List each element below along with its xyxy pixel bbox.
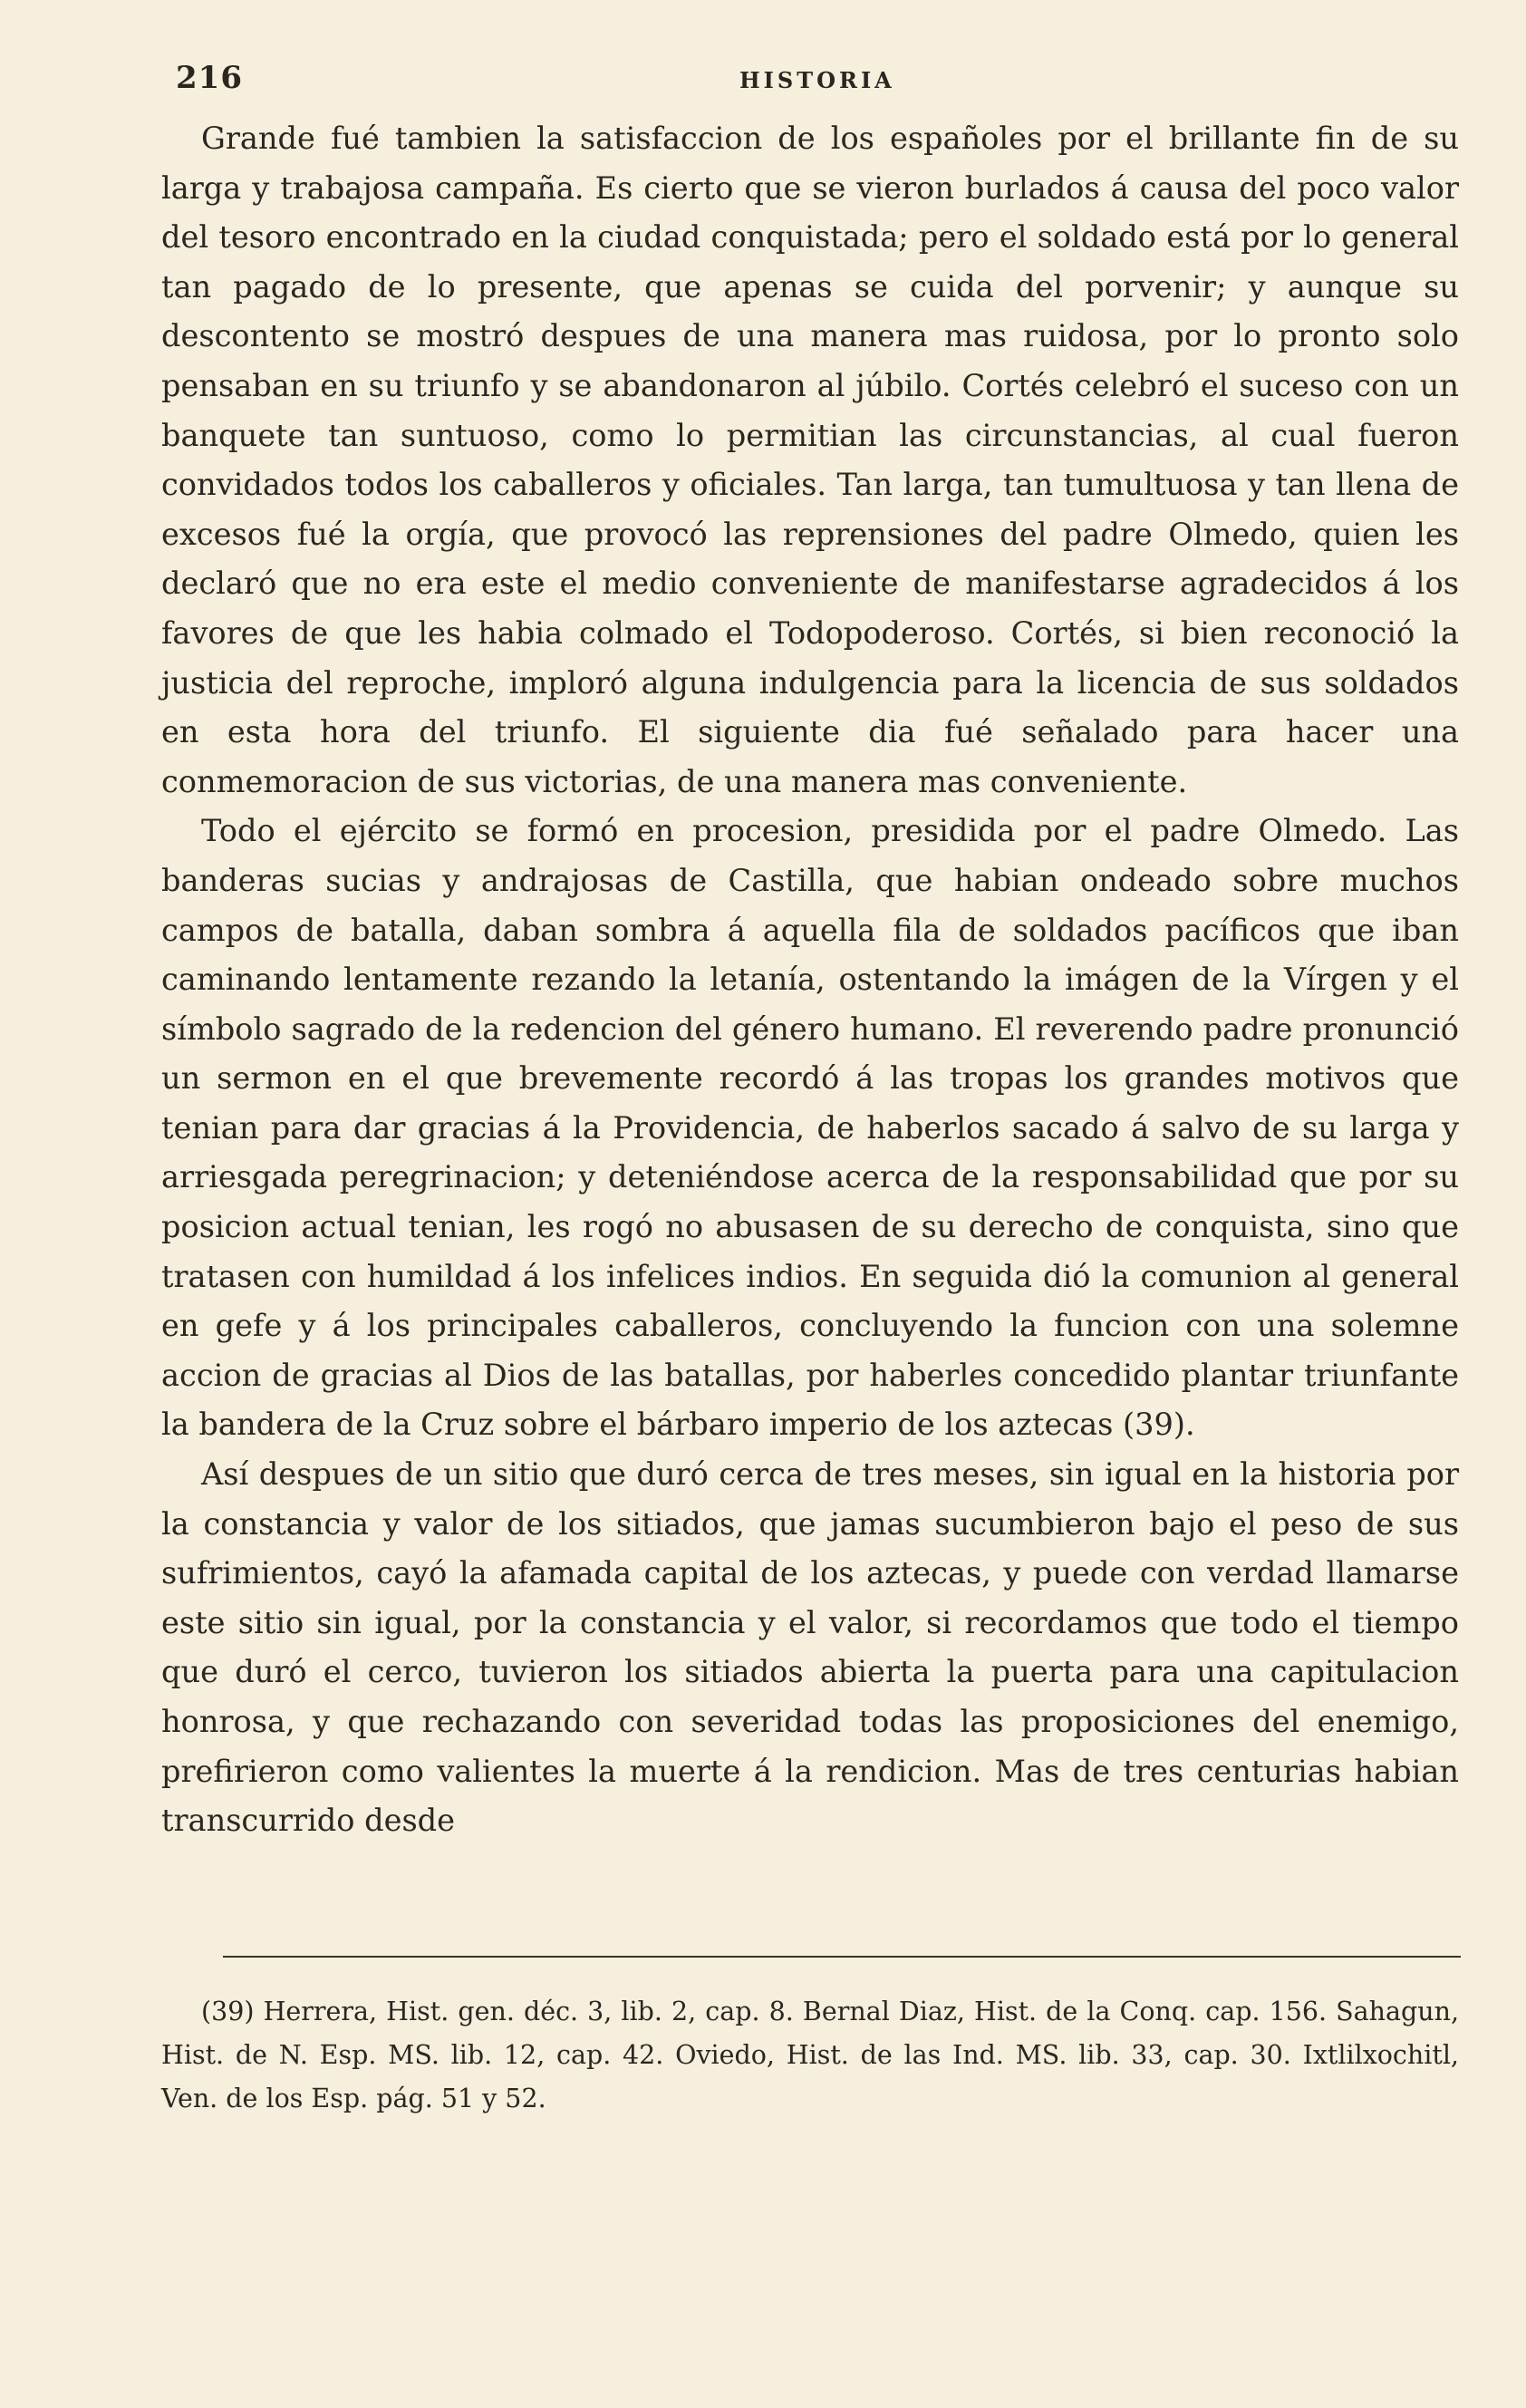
footnote bbox=[161, 1990, 1459, 2121]
page-number: 216 bbox=[176, 60, 243, 96]
page-header bbox=[161, 60, 1459, 105]
body-text bbox=[161, 114, 1459, 1846]
paragraph-1: Grande fué tambien la satisfaccion de los españoles por el brillante fin de su larga y trabajosa campaña. Es cierto que se vieron burlados á causa del poco valor del tesoro encontrado en la ciudad conquistada; pero el soldado está por lo general tan pagado de lo presente, que apenas se cuida del porvenir; y aunque su descontento se mostró despues de una manera mas ruidosa, por lo pronto solo pensaban en su triunfo y se abandonaron al júbilo. Cortés celebró el suceso con un banquete tan suntuoso, como lo permitian las circunstancias, al cual fueron convidados todos los caballeros y oficiales. Tan larga, tan tumultuosa y tan llena de excesos fué la orgía, que provocó las reprensiones del padre Olmedo, quien les declaró que no era este el medio conveniente de manifestarse agradecidos á los favores de que les habia colmado el Todopoderoso. Cortés, si bien reconoció la justicia del reproche, imploró alguna indulgencia para la licencia de sus soldados en esta hora del triunfo. El siguiente dia fué señalado para hacer una conmemoracion de sus victorias, de una manera mas conveniente. bbox=[161, 121, 1459, 799]
running-title: HISTORIA bbox=[739, 67, 895, 93]
footnote-separator bbox=[223, 1956, 1461, 1958]
paragraph-2: Todo el ejército se formó en procesion, presidida por el padre Olmedo. Las banderas sucias y andrajosas de Castilla, que habian ondeado sobre muchos campos de batalla, daban sombra á aquella fila de soldados pacíficos que iban caminando lentamente rezando la letanía, ostentando la imágen de la Vírgen y el símbolo sagrado de la redencion del género humano. El reverendo padre pronunció un sermon en el que brevemente recordó á las tropas los grandes motivos que tenian para dar gracias á la Providencia, de haberlos sacado á salvo de su larga y arriesgada peregrinacion; y deteniéndose acerca de la responsabilidad que por su posicion actual tenian, les rogó no abusasen de su derecho de conquista, sino que tratasen con humildad á los infelices indios. En seguida dió la comunion al general en gefe y á los principales caballeros, concluyendo la funcion con una solemne accion de gracias al Dios de las batallas, por haberles concedido plantar triunfante la bandera de la Cruz sobre el bárbaro imperio de los aztecas (39). bbox=[161, 813, 1459, 1443]
footnote-39: (39) Herrera, Hist. gen. déc. 3, lib. 2, cap. 8. Bernal Diaz, Hist. de la Conq. cap. 156. Sahagun, Hist. de N. Esp. MS. lib. 12, cap. 42. Oviedo, Hist. de las Ind. MS. lib. 33, cap. 30. Ixtlilxochitl, Ven. de los Esp. pág. 51 y 52. bbox=[161, 1997, 1459, 2113]
paragraph-3: Así despues de un sitio que duró cerca de tres meses, sin igual en la historia por la constancia y valor de los sitiados, que jamas sucumbieron bajo el peso de sus sufrimientos, cayó la afamada capital de los aztecas, y puede con verdad llamarse este sitio sin igual, por la constancia y el valor, si recordamos que todo el tiempo que duró el cerco, tuvieron los sitiados abierta la puerta para una capitulacion honrosa, y que rechazando con severidad todas las proposiciones del enemigo, prefirieron como valientes la muerte á la rendicion. Mas de tres centurias habian transcurrido desde bbox=[161, 1456, 1459, 1839]
